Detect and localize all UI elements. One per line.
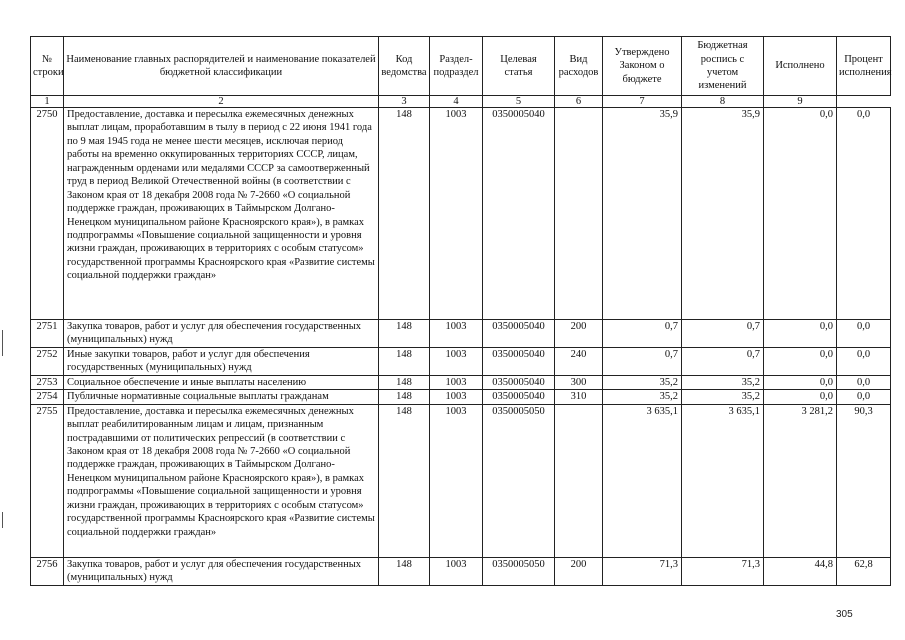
row-target-item: 0350005040	[483, 375, 555, 389]
row-schedule: 71,3	[682, 557, 764, 585]
row-section: 1003	[430, 375, 483, 389]
row-dept-code: 148	[379, 557, 430, 585]
row-number: 2755	[31, 404, 64, 557]
table-row	[31, 557, 891, 585]
row-dept-code: 148	[379, 375, 430, 389]
row-executed: 0,0	[764, 108, 837, 320]
column-number: 5	[483, 96, 555, 108]
row-number: 2751	[31, 320, 64, 348]
row-name: Иные закупки товаров, работ и услуг для обеспечения государственных (муниципальных) нужд	[64, 347, 379, 375]
row-schedule: 35,2	[682, 375, 764, 389]
row-approved: 0,7	[603, 320, 682, 348]
row-number: 2754	[31, 390, 64, 404]
column-number: 9	[764, 96, 837, 108]
row-percent: 0,0	[837, 320, 891, 348]
row-dept-code: 148	[379, 404, 430, 557]
row-schedule: 0,7	[682, 347, 764, 375]
row-schedule: 0,7	[682, 320, 764, 348]
table-row	[31, 347, 891, 375]
header-percent: Процент исполнения	[837, 37, 891, 96]
row-name: Социальное обеспечение и иные выплаты населению	[64, 375, 379, 389]
scan-mark	[2, 512, 3, 528]
row-number: 2752	[31, 347, 64, 375]
row-section: 1003	[430, 108, 483, 320]
row-schedule: 3 635,1	[682, 404, 764, 557]
row-percent: 0,0	[837, 390, 891, 404]
row-approved: 3 635,1	[603, 404, 682, 557]
row-section: 1003	[430, 347, 483, 375]
row-approved: 0,7	[603, 347, 682, 375]
row-schedule: 35,9	[682, 108, 764, 320]
row-target-item: 0350005050	[483, 557, 555, 585]
row-expense-type: 240	[555, 347, 603, 375]
row-target-item: 0350005040	[483, 320, 555, 348]
column-number: 3	[379, 96, 430, 108]
row-target-item: 0350005050	[483, 404, 555, 557]
row-approved: 71,3	[603, 557, 682, 585]
row-percent: 62,8	[837, 557, 891, 585]
header-name: Наименование главных распорядителей и наименование показателей бюджетной классификации	[64, 37, 379, 96]
column-number: 1	[31, 96, 64, 108]
header-executed: Исполнено	[764, 37, 837, 96]
table-row	[31, 108, 891, 320]
table-row	[31, 320, 891, 348]
budget-execution-table	[30, 36, 891, 586]
row-executed: 0,0	[764, 390, 837, 404]
column-number: 8	[682, 96, 764, 108]
row-expense-type: 200	[555, 320, 603, 348]
row-schedule: 35,2	[682, 390, 764, 404]
row-target-item: 0350005040	[483, 347, 555, 375]
row-approved: 35,9	[603, 108, 682, 320]
header-section: Раздел-подраздел	[430, 37, 483, 96]
row-name: Публичные нормативные социальные выплаты гражданам	[64, 390, 379, 404]
row-name: Закупка товаров, работ и услуг для обеспечения государственных (муниципальных) нужд	[64, 557, 379, 585]
row-executed: 0,0	[764, 320, 837, 348]
row-expense-type: 200	[555, 557, 603, 585]
row-expense-type	[555, 108, 603, 320]
row-dept-code: 148	[379, 108, 430, 320]
header-approved: Утверждено Законом о бюджете	[603, 37, 682, 96]
row-executed: 0,0	[764, 375, 837, 389]
table-row	[31, 375, 891, 389]
header-row-no: № строки	[31, 37, 64, 96]
column-numbers-row	[31, 96, 891, 108]
row-number: 2756	[31, 557, 64, 585]
row-dept-code: 148	[379, 320, 430, 348]
row-dept-code: 148	[379, 347, 430, 375]
page-number: 305	[836, 609, 853, 620]
row-name: Закупка товаров, работ и услуг для обеспечения государственных (муниципальных) нужд	[64, 320, 379, 348]
row-section: 1003	[430, 557, 483, 585]
row-percent: 0,0	[837, 108, 891, 320]
row-expense-type: 300	[555, 375, 603, 389]
row-number: 2750	[31, 108, 64, 320]
row-target-item: 0350005040	[483, 108, 555, 320]
row-target-item: 0350005040	[483, 390, 555, 404]
column-number: 6	[555, 96, 603, 108]
header-schedule: Бюджетная роспись с учетом изменений	[682, 37, 764, 96]
row-section: 1003	[430, 404, 483, 557]
row-expense-type: 310	[555, 390, 603, 404]
column-number: 7	[603, 96, 682, 108]
column-number: 2	[64, 96, 379, 108]
row-approved: 35,2	[603, 375, 682, 389]
header-expense-type: Вид расходов	[555, 37, 603, 96]
row-number: 2753	[31, 375, 64, 389]
column-number: 4	[430, 96, 483, 108]
row-percent: 0,0	[837, 347, 891, 375]
row-section: 1003	[430, 390, 483, 404]
row-percent: 0,0	[837, 375, 891, 389]
row-percent: 90,3	[837, 404, 891, 557]
row-name: Предоставление, доставка и пересылка ежемесячных денежных выплат лицам, проработавшим в тылу в период с 22 июня 1941 года по 9 мая 1945 года не менее шести месяцев, исключая период работы на временно оккупированных территориях СССР, лицам, награжденным орденами или медалями СССР за самоотверженный труд в период Великой Отечественной войны (в соответствии с Законом края от 18 декабря 2008 года № 7-2660 «О социальной поддержке граждан, проживающих в Таймырском Долгано-Ненецком муниципальном районе Красноярского края»), в рамках подпрограммы «Повышение социальной защищенности и уровня жизни граждан, проживающих в территориях с особым статусом» государственной программы Красноярского края «Развитие системы социальной поддержки граждан»	[64, 108, 379, 320]
row-executed: 44,8	[764, 557, 837, 585]
header-target-item: Целевая статья	[483, 37, 555, 96]
table-row	[31, 404, 891, 557]
row-expense-type	[555, 404, 603, 557]
scan-mark	[2, 330, 3, 356]
table-row	[31, 390, 891, 404]
row-section: 1003	[430, 320, 483, 348]
header-row	[31, 37, 891, 96]
header-dept-code: Код ведомства	[379, 37, 430, 96]
row-name: Предоставление, доставка и пересылка ежемесячных денежных выплат реабилитированным лицам и лицам, признанным пострадавшими от политических репрессий (в соответствии с Законом края от 18 декабря 2008 года № 7-2660 «О социальной поддержке граждан, проживающих в Таймырском Долгано-Ненецком муниципальном районе Красноярского края»), в рамках подпрограммы «Повышение социальной защищенности и уровня жизни граждан, проживающих в территориях с особым статусом» государственной программы Красноярского края «Развитие системы социальной поддержки граждан»	[64, 404, 379, 557]
row-dept-code: 148	[379, 390, 430, 404]
row-executed: 3 281,2	[764, 404, 837, 557]
row-executed: 0,0	[764, 347, 837, 375]
row-approved: 35,2	[603, 390, 682, 404]
